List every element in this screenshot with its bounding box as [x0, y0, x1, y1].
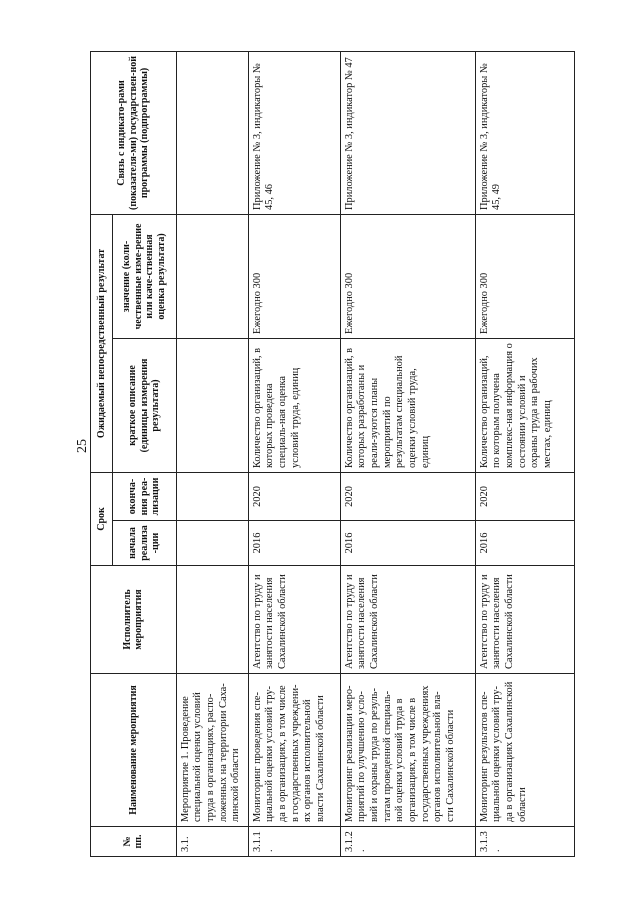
row-end: 2020: [248, 472, 340, 520]
row-link: [176, 51, 248, 214]
header-result-value: значение (коли-чественные изме-рение или каче-ственная оценка результата): [113, 214, 176, 338]
row-link: Приложение № 3, индикаторы № 45, 46: [248, 51, 340, 214]
table-row: [176, 51, 248, 856]
row-num: 3.1.1.: [248, 827, 340, 857]
row-name: Мониторинг реализации меро-приятий по улучшению усло-вий и охраны труда по резуль-татам проведенной специаль-ной оценки условий труда в организациях, в том числе в государственных учреждениях органов исполнительной вла-сти Сахалинской области: [340, 674, 475, 827]
header-result-desc: краткое описание (единицы измерения результата): [113, 338, 176, 472]
row-value: [176, 214, 248, 338]
row-executor: Агентство по труду и занятости населения Сахалинской области: [475, 566, 574, 674]
row-desc: [176, 338, 248, 472]
header-term-start: начала реализа-ции: [113, 521, 176, 566]
row-value: Ежегодно 300: [475, 214, 574, 338]
row-executor: Агентство по труду и занятости населения Сахалинской области: [340, 566, 475, 674]
row-desc: Количество организаций, в которых разработаны и реали-зуются планы мероприятий по результатам специальной оценки условий труда, единиц: [340, 338, 475, 472]
row-value: Ежегодно 300: [340, 214, 475, 338]
row-num: 3.1.3.: [475, 827, 574, 857]
table-row: [340, 51, 475, 856]
rotated-table-container: [90, 52, 575, 857]
header-executor: Исполнитель мероприятия: [91, 566, 177, 674]
page-number: 25: [75, 439, 90, 453]
header-num: № пп.: [91, 827, 177, 857]
header-row-1: [91, 51, 113, 856]
row-num: 3.1.: [176, 827, 248, 857]
row-num: 3.1.2.: [340, 827, 475, 857]
row-start: 2016: [475, 521, 574, 566]
row-end: [176, 472, 248, 520]
header-term-end: оконча-ния реа-лизации: [113, 472, 176, 520]
row-start: 2016: [340, 521, 475, 566]
row-value: Ежегодно 300: [248, 214, 340, 338]
row-start: 2016: [248, 521, 340, 566]
row-link: Приложение № 3, индикатор № 47: [340, 51, 475, 214]
row-link: Приложение № 3, индикаторы № 45, 49: [475, 51, 574, 214]
row-executor: Агентство по труду и занятости населения Сахалинской области: [248, 566, 340, 674]
measures-table: [90, 51, 575, 857]
header-result: Ожидаемый непосредственный результат: [91, 214, 113, 472]
row-start: [176, 521, 248, 566]
row-executor: [176, 566, 248, 674]
row-end: 2020: [475, 472, 574, 520]
header-link: Связь с индикато-рами (показателя-ми) государствен-ной программы (подпрограммы): [91, 51, 177, 214]
header-name: Наименование мероприятия: [91, 674, 177, 827]
table-row: [475, 51, 574, 856]
header-term: Срок: [91, 472, 113, 565]
row-desc: Количество организаций, по которым получена комплекс-ная информация о состоянии условий и охраны труда на рабочих местах, единиц: [475, 338, 574, 472]
row-name: Мониторинг результатов спе-циальной оценки условий тру-да в организациях Сахалинской области: [475, 674, 574, 827]
table-row: [248, 51, 340, 856]
row-name: Мероприятие 1. Проведение специальной оценки условий труда в организациях, распо-ложенных на территории Саха-линской области: [176, 674, 248, 827]
row-end: 2020: [340, 472, 475, 520]
row-name: Мониторинг проведения спе-циальной оценки условий тру-да в организациях, в том числе в государственных учреждени-ях органов исполнительной власти Сахалинской области: [248, 674, 340, 827]
row-desc: Количество организаций, в которых проведена специаль-ная оценка условий труда, единиц: [248, 338, 340, 472]
